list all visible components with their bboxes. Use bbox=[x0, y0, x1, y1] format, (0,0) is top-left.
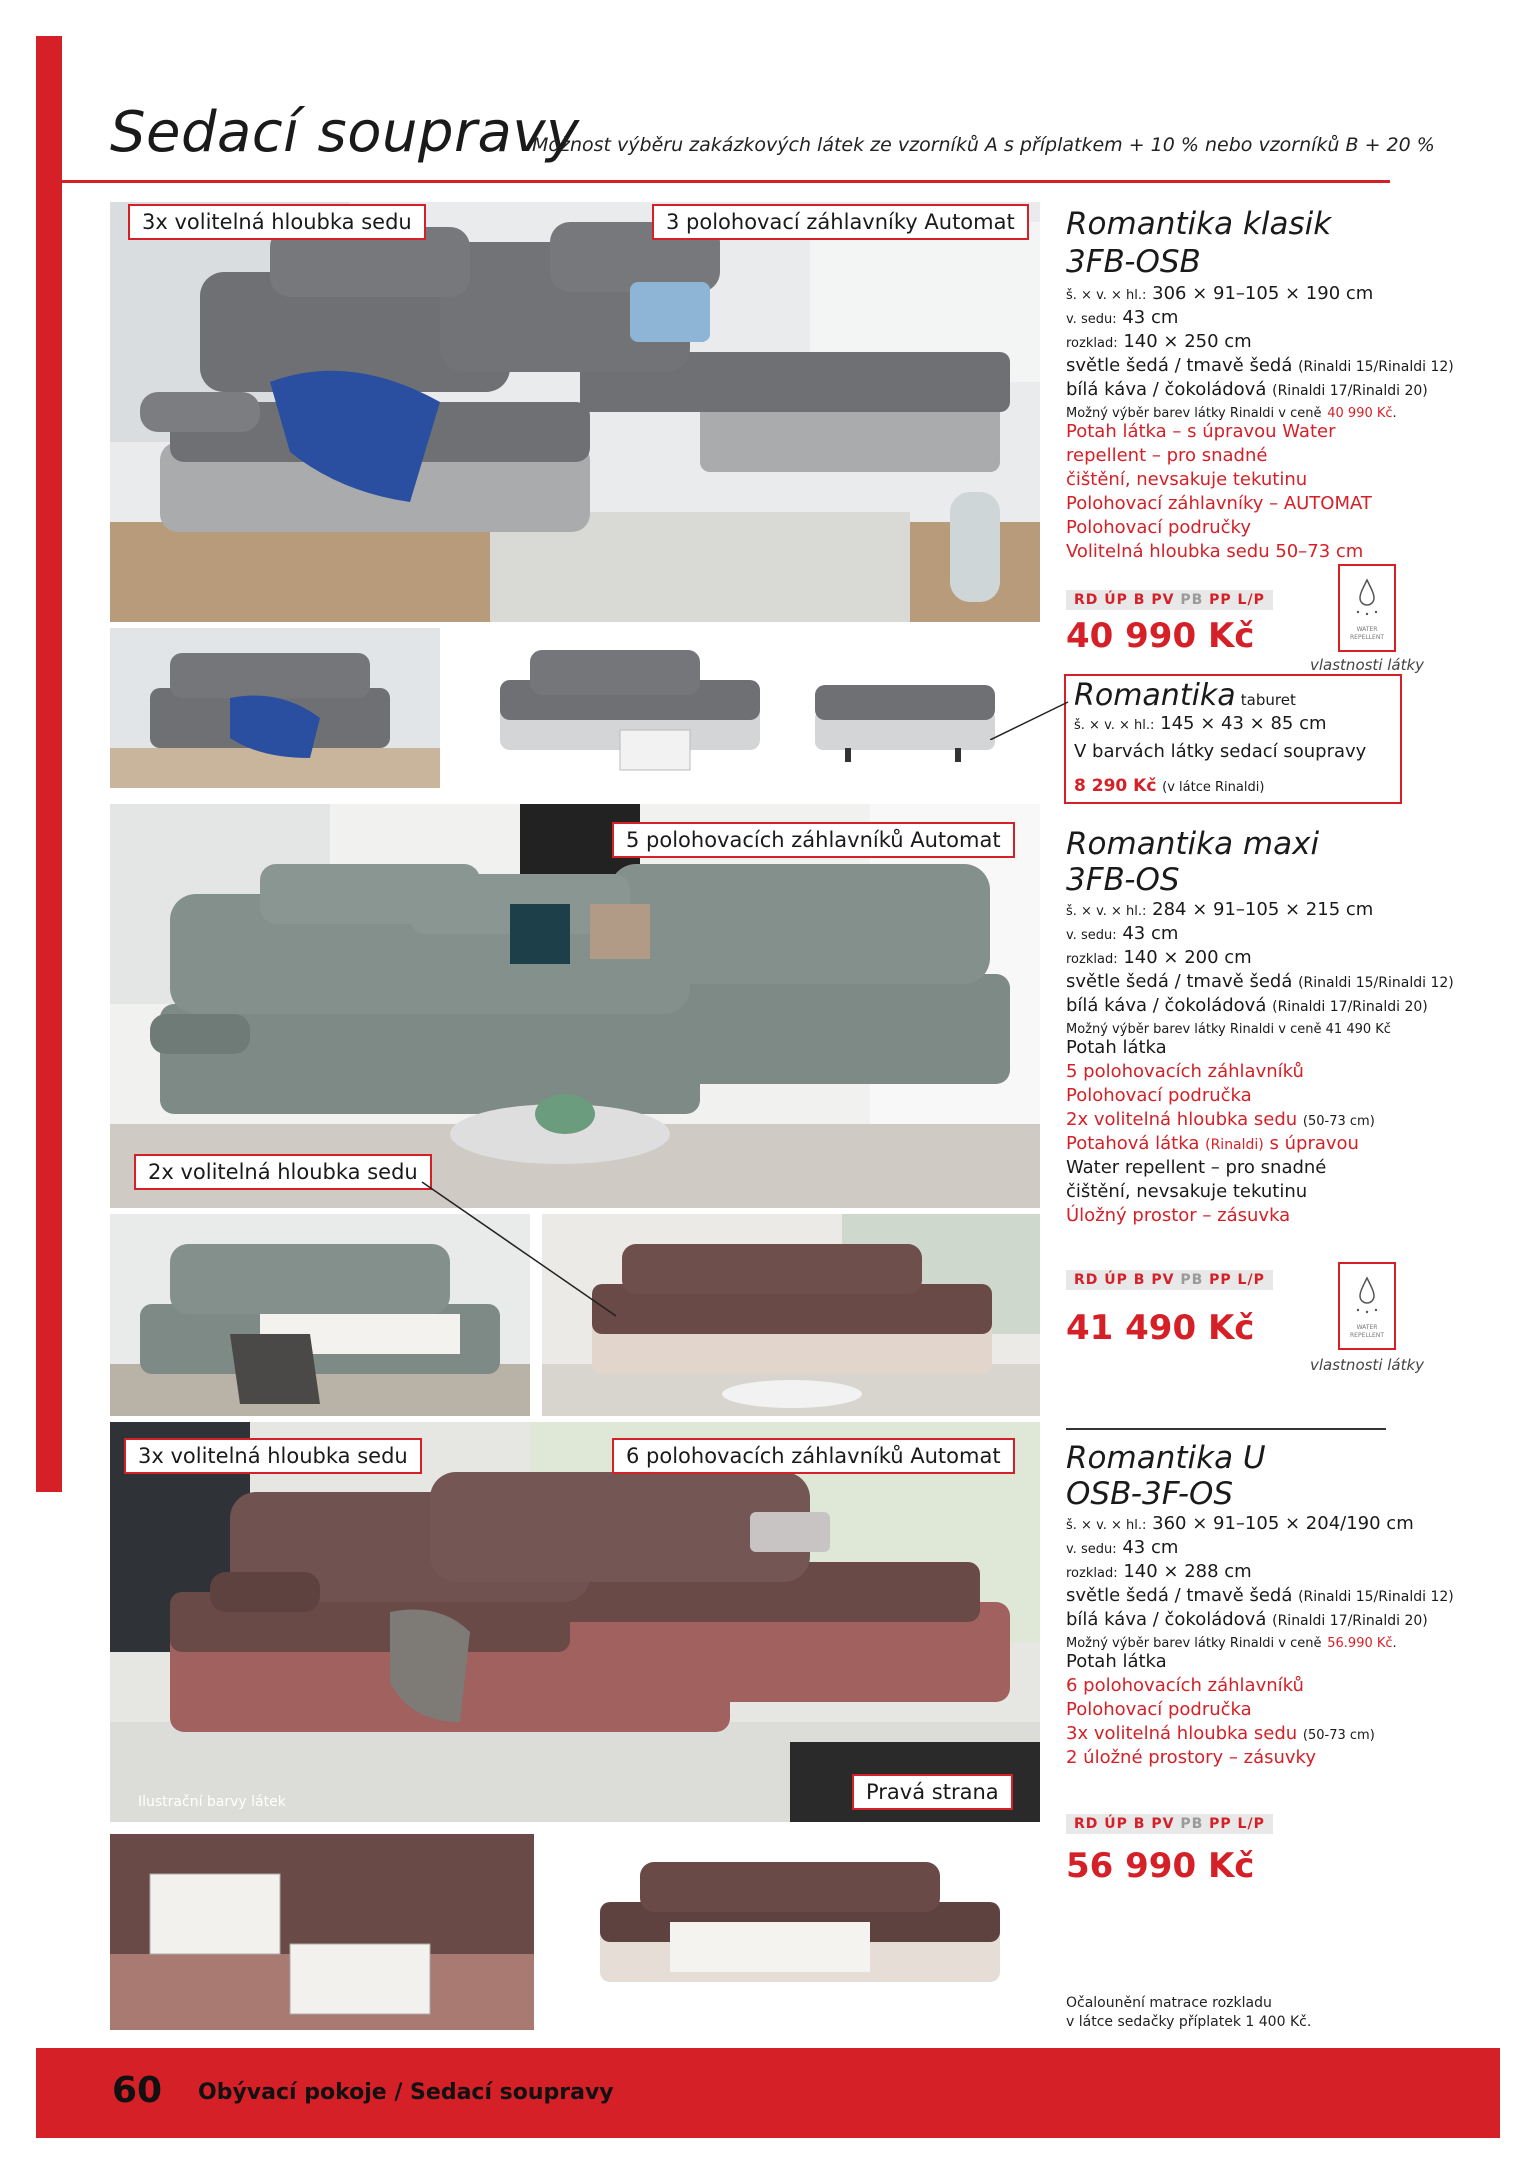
u-price: 56 990 Kč bbox=[1066, 1846, 1255, 1886]
maxi-color1: světle šedá / tmavě šedá (Rinaldi 15/Rinaldi 12) bbox=[1066, 971, 1454, 992]
footer-section: Obývací pokoje / Sedací soupravy bbox=[198, 2080, 614, 2105]
u-feature-5: 2 úložné prostory – zásuvky bbox=[1066, 1747, 1316, 1768]
page-footer bbox=[36, 2048, 1500, 2138]
maxi-color2: bílá káva / čokoládová (Rinaldi 17/Rinaldi 20) bbox=[1066, 995, 1428, 1016]
maxi-price: 41 490 Kč bbox=[1066, 1308, 1255, 1348]
maxi-feature-3: Polohovací područka bbox=[1066, 1085, 1252, 1106]
romantika-u-bed-photo bbox=[580, 1842, 1020, 2012]
u-option: Možný výběr barev látky Rinaldi v ceně 56.990 Kč. bbox=[1066, 1636, 1397, 1651]
maxi-dimensions: š. × v. × hl.: 284 × 91–105 × 215 cm bbox=[1066, 899, 1374, 920]
maxi-bed-size: rozklad: 140 × 200 cm bbox=[1066, 947, 1252, 968]
romantika-klasik-bed-photo bbox=[110, 628, 440, 788]
maxi-feature-4: 2x volitelná hloubka sedu (50-73 cm) bbox=[1066, 1109, 1375, 1130]
romantika-klasik-drawer-photo bbox=[460, 640, 780, 780]
taburet-title: Romantika taburet bbox=[1074, 678, 1296, 713]
maxi-feature-6: Water repellent – pro snadné bbox=[1066, 1157, 1327, 1178]
callout-seat-depth: 3x volitelná hloubka sedu bbox=[128, 204, 426, 240]
callout-maxi-seat-depth: 2x volitelná hloubka sedu bbox=[134, 1154, 432, 1190]
u-bed-size: rozklad: 140 × 288 cm bbox=[1066, 1561, 1252, 1582]
taburet-dimensions: š. × v. × hl.: 145 × 43 × 85 cm bbox=[1074, 713, 1327, 734]
u-color2: bílá káva / čokoládová (Rinaldi 17/Rinaldi 20) bbox=[1066, 1609, 1428, 1630]
u-dimensions: š. × v. × hl.: 360 × 91–105 × 204/190 cm bbox=[1066, 1513, 1414, 1534]
maxi-pointer-line bbox=[420, 1180, 620, 1320]
maxi-feature-codes: RD ÚP B PV PB PP L/P bbox=[1066, 1270, 1273, 1290]
klasik-water-repellent-badge bbox=[1338, 564, 1396, 652]
u-feature-2: 6 polohovacích záhlavníků bbox=[1066, 1675, 1304, 1696]
taburet-pointer-line bbox=[990, 700, 1070, 740]
maxi-feature-8: Úložný prostor – zásuvka bbox=[1066, 1205, 1291, 1226]
callout-right-side: Pravá strana bbox=[852, 1774, 1013, 1810]
klasik-seat-height: v. sedu: 43 cm bbox=[1066, 307, 1179, 328]
mattress-note-line2: v látce sedačky příplatek 1 400 Kč. bbox=[1066, 2014, 1312, 2030]
u-feature-4: 3x volitelná hloubka sedu (50-73 cm) bbox=[1066, 1723, 1375, 1744]
romantika-klasik-main-photo bbox=[110, 202, 1040, 622]
water-drop-icon bbox=[1340, 566, 1394, 626]
callout-maxi-headrests: 5 polohovacích záhlavníků Automat bbox=[612, 822, 1015, 858]
klasik-color1: světle šedá / tmavě šedá (Rinaldi 15/Rinaldi 12) bbox=[1066, 355, 1454, 376]
product-name-maxi: Romantika maxi bbox=[1066, 826, 1320, 862]
page-number: 60 bbox=[112, 2070, 163, 2111]
maxi-water-repellent-badge bbox=[1338, 1262, 1396, 1350]
callout-u-seat-depth: 3x volitelná hloubka sedu bbox=[124, 1438, 422, 1474]
product-name-u: Romantika U bbox=[1066, 1440, 1266, 1476]
callout-headrests: 3 polohovací záhlavníky Automat bbox=[652, 204, 1029, 240]
taburet-color: V barvách látky sedací soupravy bbox=[1074, 741, 1367, 762]
klasik-feature-5: Polohovací područky bbox=[1066, 517, 1251, 538]
maxi-feature-7: čištění, nevsakuje tekutinu bbox=[1066, 1181, 1308, 1202]
klasik-option: Možný výběr barev látky Rinaldi v ceně 40 990 Kč. bbox=[1066, 406, 1397, 421]
badge-label: WATER REPELLENT bbox=[1350, 1324, 1384, 1339]
maxi-fabric-label: vlastnosti látky bbox=[1310, 1356, 1425, 1374]
klasik-feature-codes: RD ÚP B PV PB PP L/P bbox=[1066, 590, 1273, 610]
maxi-seat-height: v. sedu: 43 cm bbox=[1066, 923, 1179, 944]
product-code-klasik: 3FB-OSB bbox=[1066, 244, 1201, 280]
water-drop-icon bbox=[1340, 1264, 1394, 1324]
romantika-u-drawers-photo bbox=[110, 1834, 534, 2030]
klasik-feature-3: čištění, nevsakuje tekutinu bbox=[1066, 469, 1308, 490]
left-accent-bar bbox=[36, 36, 62, 1492]
u-feature-1: Potah látka bbox=[1066, 1651, 1167, 1672]
callout-u-headrests: 6 polohovacích záhlavníků Automat bbox=[612, 1438, 1015, 1474]
klasik-feature-6: Volitelná hloubka sedu 50–73 cm bbox=[1066, 541, 1364, 562]
u-feature-codes: RD ÚP B PV PB PP L/P bbox=[1066, 1814, 1273, 1834]
romantika-maxi-main-photo bbox=[110, 804, 1040, 1208]
maxi-feature-5: Potahová látka (Rinaldi) s úpravou bbox=[1066, 1133, 1359, 1154]
illustration-note: Ilustrační barvy látek bbox=[138, 1794, 286, 1810]
product-name-klasik: Romantika klasik bbox=[1066, 206, 1332, 242]
header-divider bbox=[62, 180, 1390, 183]
maxi-option: Možný výběr barev látky Rinaldi v ceně 41 490 Kč bbox=[1066, 1022, 1391, 1037]
klasik-dimensions: š. × v. × hl.: 306 × 91–105 × 190 cm bbox=[1066, 283, 1374, 304]
maxi-feature-2: 5 polohovacích záhlavníků bbox=[1066, 1061, 1304, 1082]
page-title: Sedací soupravy bbox=[110, 100, 580, 165]
klasik-feature-4: Polohovací záhlavníky – AUTOMAT bbox=[1066, 493, 1372, 514]
badge-label: WATER REPELLENT bbox=[1350, 626, 1384, 641]
klasik-price: 40 990 Kč bbox=[1066, 616, 1255, 656]
klasik-feature-2: repellent – pro snadné bbox=[1066, 445, 1268, 466]
klasik-bed-size: rozklad: 140 × 250 cm bbox=[1066, 331, 1252, 352]
taburet-price: 8 290 Kč (v látce Rinaldi) bbox=[1074, 776, 1265, 796]
section-divider bbox=[1066, 1428, 1386, 1430]
product-code-u: OSB-3F-OS bbox=[1066, 1476, 1234, 1512]
mattress-note-line1: Očalounění matrace rozkladu bbox=[1066, 1995, 1272, 2011]
maxi-feature-1: Potah látka bbox=[1066, 1037, 1167, 1058]
romantika-taburet-photo bbox=[805, 660, 1005, 780]
klasik-feature-1: Potah látka – s úpravou Water bbox=[1066, 421, 1336, 442]
product-code-maxi: 3FB-OS bbox=[1066, 862, 1180, 898]
klasik-fabric-label: vlastnosti látky bbox=[1310, 656, 1425, 674]
romantika-u-main-photo bbox=[110, 1422, 1040, 1822]
page-subtitle: Možnost výběru zakázkových látek ze vzorníků A s příplatkem + 10 % nebo vzorníků B + 20 % bbox=[532, 134, 1435, 156]
u-color1: světle šedá / tmavě šedá (Rinaldi 15/Rinaldi 12) bbox=[1066, 1585, 1454, 1606]
u-feature-3: Polohovací područka bbox=[1066, 1699, 1252, 1720]
klasik-color2: bílá káva / čokoládová (Rinaldi 17/Rinaldi 20) bbox=[1066, 379, 1428, 400]
u-seat-height: v. sedu: 43 cm bbox=[1066, 1537, 1179, 1558]
